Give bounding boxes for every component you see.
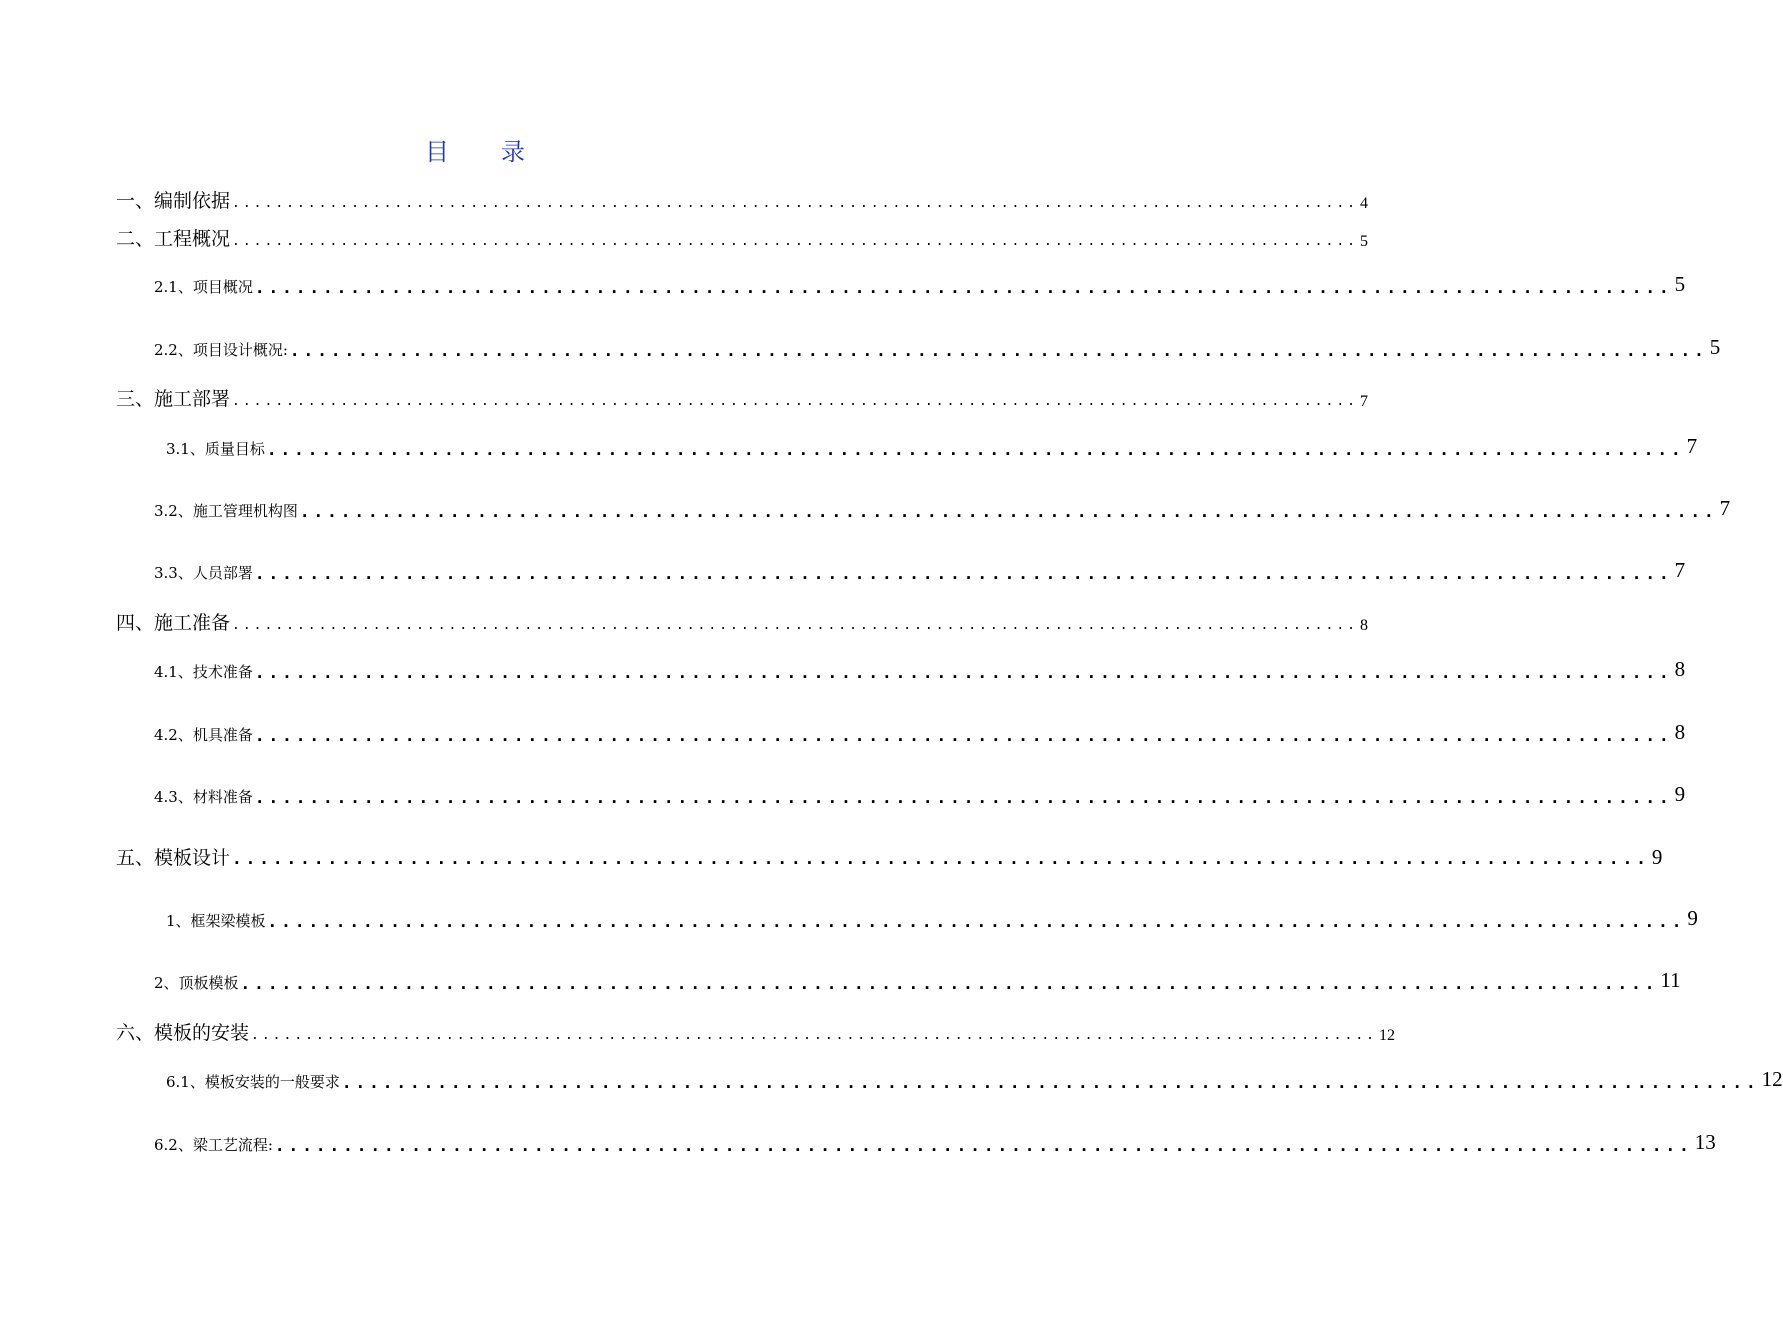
toc-entry[interactable] xyxy=(166,434,1698,459)
toc-entry-label: 一、编制依据 xyxy=(116,190,231,212)
toc-leader: ........................................................................................................ xyxy=(232,849,1650,868)
toc-page-number: 9 xyxy=(1651,845,1663,869)
toc-entry-label: 2.2、项目设计概况: xyxy=(154,341,288,359)
toc-entry[interactable] xyxy=(154,335,1721,360)
toc-entry[interactable] xyxy=(116,608,1368,635)
toc-entry[interactable] xyxy=(154,720,1686,745)
toc-leader: ........................................................................................................ xyxy=(232,394,1358,409)
toc-entry[interactable] xyxy=(154,657,1686,682)
toc-title-char-2: 录 xyxy=(501,138,525,166)
toc-title-char-1: 目 xyxy=(425,138,449,166)
toc-entry[interactable] xyxy=(154,782,1686,807)
toc-page-number: 9 xyxy=(1674,782,1686,806)
toc-page-number: 8 xyxy=(1360,617,1368,634)
toc-entry-label: 1、框架梁模板 xyxy=(166,912,266,930)
toc-title xyxy=(0,132,950,167)
toc-leader: ........................................................................................................ xyxy=(341,1073,1760,1092)
toc-entry[interactable] xyxy=(116,843,1663,870)
toc-entry[interactable] xyxy=(166,1067,1783,1092)
toc-entry-label: 4.1、技术准备 xyxy=(154,663,253,681)
toc-leader: ........................................................................................................ xyxy=(254,564,1673,583)
toc-entry[interactable] xyxy=(116,224,1368,251)
toc-entry-label: 三、施工部署 xyxy=(116,388,231,410)
toc-page-number: 5 xyxy=(1360,233,1368,250)
toc-page-number: 12 xyxy=(1761,1067,1783,1091)
toc-entry-label: 二、工程概况 xyxy=(116,228,231,250)
toc-page-number: 7 xyxy=(1360,393,1368,410)
toc-page-number: 5 xyxy=(1674,272,1686,296)
toc-page-number: 13 xyxy=(1694,1130,1716,1154)
toc-page-number: 5 xyxy=(1709,335,1721,359)
toc-leader: ........................................................................................................ xyxy=(267,912,1686,931)
toc-entry[interactable] xyxy=(154,272,1686,297)
toc-entry-label: 六、模板的安装 xyxy=(116,1022,250,1044)
toc-entry-label: 2、顶板模板 xyxy=(154,974,239,992)
toc-leader: ........................................................................................................ xyxy=(289,341,1708,360)
toc-entry-label: 3.2、施工管理机构图 xyxy=(154,502,298,520)
toc-leader: ........................................................................................................ xyxy=(254,788,1673,807)
toc-entry[interactable] xyxy=(154,558,1686,583)
toc-leader: ........................................................................................................ xyxy=(232,618,1358,633)
toc-entry[interactable] xyxy=(166,906,1698,931)
toc-entry[interactable] xyxy=(154,496,1731,521)
toc-entry-label: 6.2、梁工艺流程: xyxy=(154,1136,273,1154)
toc-leader: ........................................................................................................ xyxy=(240,974,1659,993)
toc-page-number: 8 xyxy=(1674,720,1686,744)
toc-leader: ........................................................................................................ xyxy=(266,440,1685,459)
toc-page-number: 7 xyxy=(1686,434,1698,458)
toc-leader: ........................................................................................................ xyxy=(254,726,1673,745)
toc-entry-label: 2.1、项目概况 xyxy=(154,278,253,296)
toc-page-number: 11 xyxy=(1660,968,1681,992)
toc-page-number: 9 xyxy=(1687,906,1698,930)
toc-page-number: 4 xyxy=(1360,195,1368,212)
toc-entry-label: 4.3、材料准备 xyxy=(154,788,253,806)
toc-entry[interactable] xyxy=(116,384,1368,411)
toc-entry-label: 3.3、人员部署 xyxy=(154,564,253,582)
toc-leader: ........................................................................................................ xyxy=(254,278,1673,297)
toc-leader: ........................................................................................................ xyxy=(232,234,1358,249)
toc-page-number: 12 xyxy=(1379,1027,1395,1044)
toc-page-number: 7 xyxy=(1674,558,1686,582)
toc-leader: ........................................................................................................ xyxy=(274,1136,1693,1155)
toc-entry-label: 四、施工准备 xyxy=(116,612,231,634)
toc-entry[interactable] xyxy=(154,968,1681,993)
toc-entry[interactable] xyxy=(154,1130,1716,1155)
toc-entry-label: 3.1、质量目标 xyxy=(166,440,265,458)
toc-leader: ........................................................................................................ xyxy=(299,502,1718,521)
toc-entry-label: 五、模板设计 xyxy=(116,847,231,869)
toc-entry[interactable] xyxy=(116,1018,1395,1045)
toc-entry-label: 6.1、模板安装的一般要求 xyxy=(166,1073,340,1091)
toc-page-number: 7 xyxy=(1719,496,1731,520)
toc-leader: ........................................................................................................ xyxy=(254,663,1673,682)
toc-leader: ........................................................................................................ xyxy=(251,1028,1377,1043)
toc-leader: ........................................................................................................ xyxy=(232,196,1358,211)
toc-entry-label: 4.2、机具准备 xyxy=(154,726,253,744)
toc-page-number: 8 xyxy=(1674,657,1686,681)
toc-entry[interactable] xyxy=(116,186,1368,213)
